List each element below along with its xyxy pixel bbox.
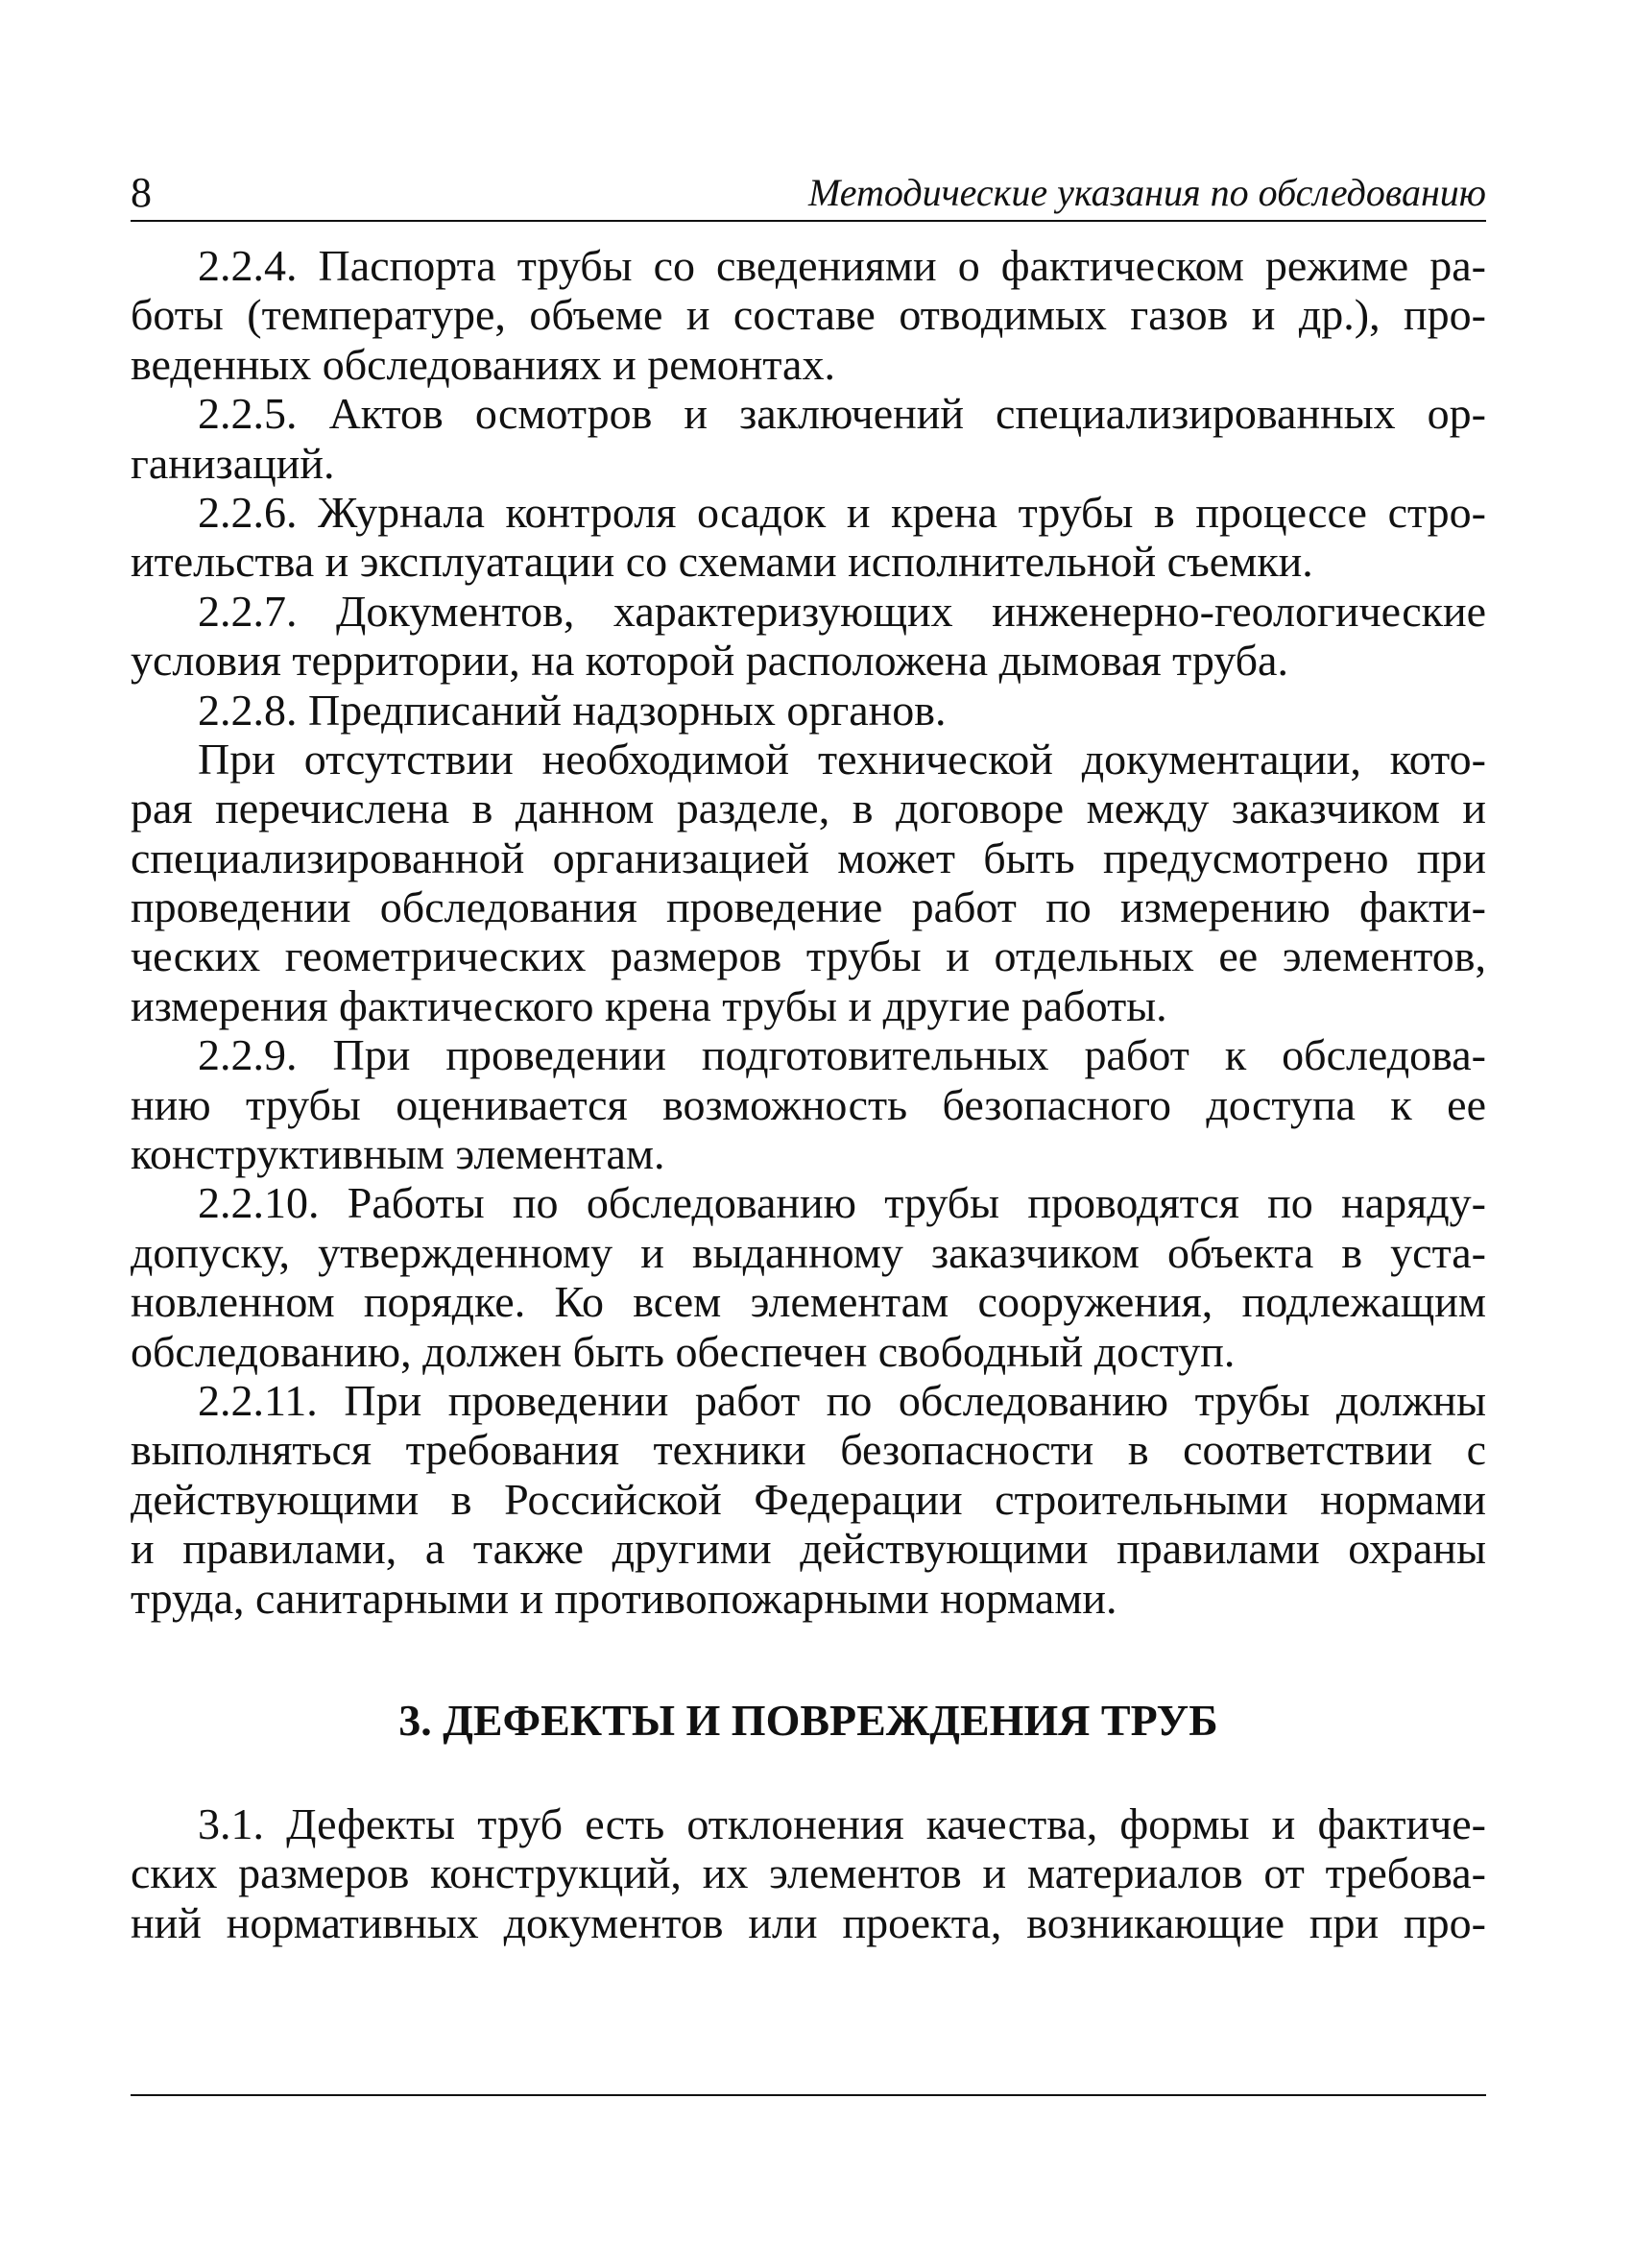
text-line: специализированной организацией может быть предусмотрено при [131,832,1486,882]
text-line: 2.2.11. При проведении работ по обследованию трубы должны [198,1375,1486,1425]
running-title: Методические указания по обследованию [808,171,1486,214]
text-line: измерения фактического крена трубы и другие работы. [131,980,1167,1030]
text-line: 2.2.4. Паспорта трубы со сведениями о фактическом режиме ра- [198,241,1486,290]
text-line: действующими в Российской Федерации строительными нормами [131,1474,1486,1524]
text-line: 2.2.6. Журнала контроля осадок и крена трубы в процессе стро- [198,487,1486,537]
spacer [131,1623,1486,1692]
text-line: ческих геометрических размеров трубы и отдельных ее элементов, [131,931,1486,981]
section-heading: 3. ДЕФЕКТЫ И ПОВРЕЖДЕНИЯ ТРУБ [398,1695,1218,1745]
text-line: ний нормативных документов или проекта, возникающие при про- [131,1897,1486,1947]
text-line: 2.2.5. Актов осмотров и заключений специализированных ор- [198,389,1486,439]
page-header [131,169,1486,217]
text-line: боты (температуре, объеме и составе отводимых газов и др.), про- [131,290,1486,340]
text-line: 3.1. Дефекты труб есть отклонения качества, формы и фактиче- [198,1798,1486,1848]
body-text [131,241,1486,1947]
text-line: обследованию, должен быть обеспечен свободный доступ. [131,1326,1236,1376]
text-line: 2.2.7. Документов, характеризующих инженерно-геологические [198,586,1486,636]
text-line: ганизаций. [131,438,335,488]
text-line: ительства и эксплуатации со схемами исполнительной съемки. [131,537,1313,587]
text-line: конструктивным элементам. [131,1129,665,1179]
text-line: ских размеров конструкций, их элементов и материалов от требова- [131,1848,1486,1898]
footer-rule [131,2094,1486,2096]
spacer [131,1749,1486,1799]
page-number: 8 [131,169,152,216]
text-line: проведении обследования проведение работ по измерению факти- [131,882,1486,932]
text-line: выполняться требования техники безопасности в соответствии с [131,1425,1486,1475]
text-line: новленном порядке. Ко всем элементам сооружения, подлежащим [131,1277,1486,1327]
text-line: веденных обследованиях и ремонтах. [131,339,835,389]
text-line: допуску, утвержденному и выданному заказчиком объекта в уста- [131,1227,1486,1277]
text-line: нию трубы оценивается возможность безопасного доступа к ее [131,1079,1486,1129]
text-line: условия территории, на которой расположена дымовая труба. [131,636,1288,686]
text-line: труда, санитарными и противопожарными нормами. [131,1573,1117,1623]
text-line: 2.2.8. Предписаний надзорных органов. [198,685,947,735]
text-line: и правилами, а также другими действующими правилами охраны [131,1524,1486,1574]
header-rule [131,220,1486,222]
text-line: рая перечислена в данном разделе, в договоре между заказчиком и [131,784,1486,833]
text-line: 2.2.9. При проведении подготовительных работ к обследова- [198,1030,1486,1080]
text-line: 2.2.10. Работы по обследованию трубы проводятся по наряду- [198,1178,1486,1228]
text-line: При отсутствии необходимой технической документации, кото- [198,734,1486,784]
